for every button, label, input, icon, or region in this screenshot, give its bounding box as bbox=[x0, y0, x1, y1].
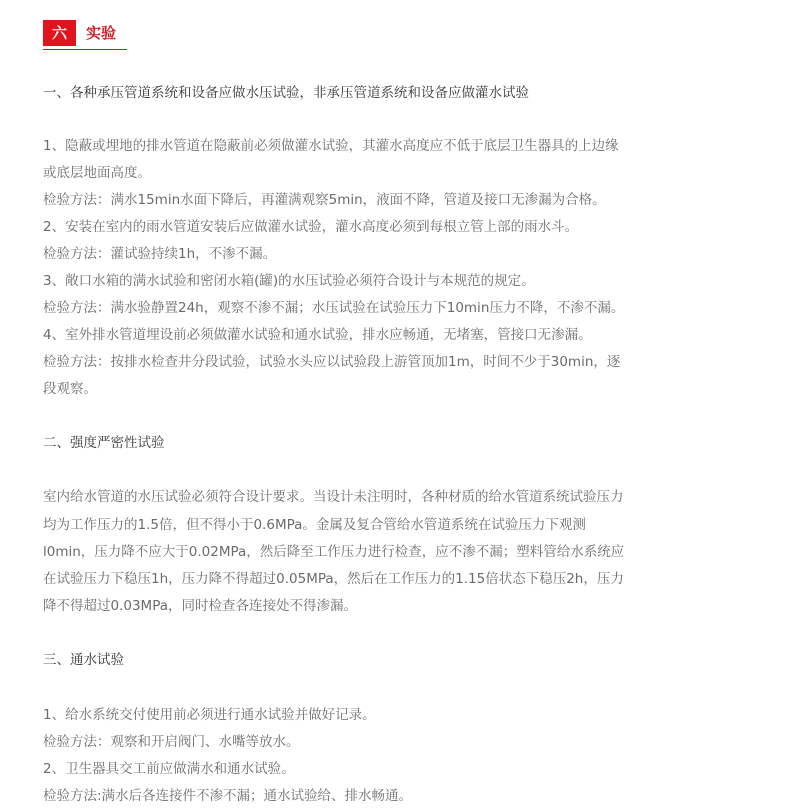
paragraph-line: 室内给水管道的水压试验必须符合设计要求。当设计未注明时，各种材质的给水管道系统试验压力 bbox=[43, 489, 624, 505]
paragraph-line: 2、卫生器具交工前应做满水和通水试验。 bbox=[43, 761, 295, 777]
section-heading-title: 实验 bbox=[86, 24, 117, 42]
paragraph-line: 检验方法：满水15min水面下降后，再灌满观察5min，液面不降，管道及接口无渗漏为合格。 bbox=[43, 192, 606, 208]
paragraph-line: 检验方法:满水后各连接件不渗不漏；通水试验给、排水畅通。 bbox=[43, 788, 413, 804]
paragraph-line: 检验方法：观察和开启阀门、水嘴等放水。 bbox=[43, 734, 300, 750]
paragraph-line: 3、敞口水箱的满水试验和密闭水箱(罐)的水压试验必须符合设计与本规范的规定。 bbox=[43, 273, 535, 289]
section-title-strength-test: 二、强度严密性试验 bbox=[43, 435, 165, 451]
paragraph-line: 在试验压力下稳压1h，压力降不得超过0.05MPa，然后在工作压力的1.15倍状态下稳压2h，压力 bbox=[43, 571, 624, 587]
paragraph-line: 2、安装在室内的雨水管道安装后应做灌水试验，灌水高度必须到每根立管上部的雨水斗。 bbox=[43, 219, 579, 235]
paragraph-line: 1、给水系统交付使用前必须进行通水试验并做好记录。 bbox=[43, 707, 376, 723]
paragraph-line: 段观察。 bbox=[43, 381, 97, 397]
section-title-water-flow-test: 三、通水试验 bbox=[43, 652, 124, 668]
paragraph-line: 或底层地面高度。 bbox=[43, 165, 151, 181]
paragraph-line: 1、隐蔽或埋地的排水管道在隐蔽前必须做灌水试验，其灌水高度应不低于底层卫生器具的上边缘 bbox=[43, 138, 619, 154]
paragraph-line: 检验方法：满水验静置24h，观察不渗不漏；水压试验在试验压力下10min压力不降，不渗不漏。 bbox=[43, 300, 625, 316]
section-number-badge: 六 bbox=[43, 20, 76, 46]
paragraph-line: 检验方法：按排水检查井分段试验，试验水头应以试验段上游管顶加1m，时间不少于30min，逐 bbox=[43, 354, 621, 370]
paragraph-line: 检验方法：灌试验持续1h，不渗不漏。 bbox=[43, 246, 277, 262]
paragraph-line: 4、室外排水管道埋设前必须做灌水试验和通水试验，排水应畅通，无堵塞，管接口无渗漏。 bbox=[43, 327, 592, 343]
section-heading bbox=[43, 19, 127, 50]
paragraph-line: l0min，压力降不应大于0.02MPa，然后降至工作压力进行检查，应不渗不漏；塑料管给水系统应 bbox=[43, 544, 625, 560]
paragraph-line: 均为工作压力的1.5倍，但不得小于0.6MPa。金属及复合管给水管道系统在试验压力下观测 bbox=[43, 517, 586, 533]
section-title-pressure-test: 一、各种承压管道系统和设备应做水压试验，非承压管道系统和设备应做灌水试验 bbox=[43, 85, 529, 101]
paragraph-line: 降不得超过0.03MPa，同时检查各连接处不得渗漏。 bbox=[43, 598, 358, 614]
